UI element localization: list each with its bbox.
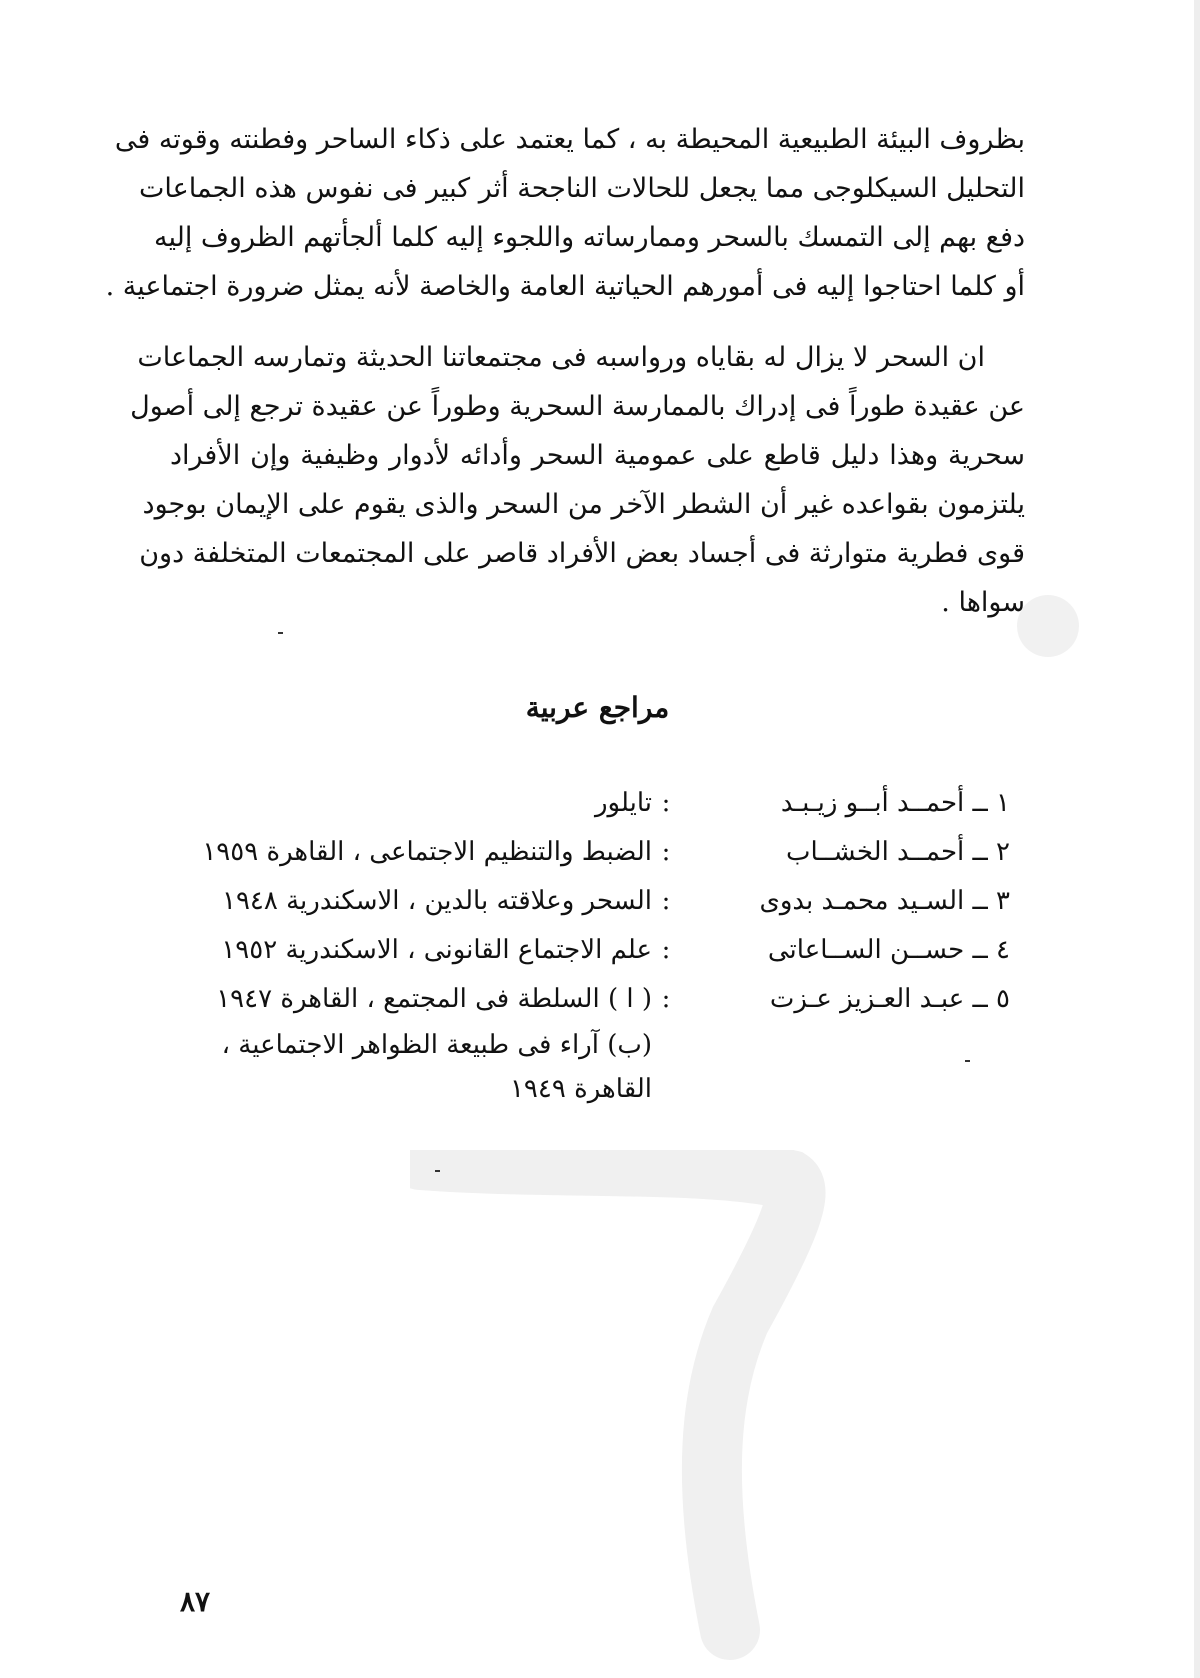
paragraph-1 [105,115,1025,311]
reference-separator: : [661,934,671,965]
reference-author: ٥ ــ عبـد العـزيز عـزت [769,983,1010,1014]
reference-separator: : [661,836,671,867]
scan-blemish [1017,595,1079,657]
reference-author: ٤ ــ حســن الســاعاتى [767,934,1010,965]
reference-continuation: (ب) آراء فى طبيعة الظواهر الاجتماعية ، [221,1030,652,1060]
paragraph-line: ان السحر لا يزال له بقاياه ورواسبه فى مجتمعاتنا الحديثة وتمارسه الجماعات [137,342,985,373]
reference-continuation: القاهرة ١٩٤٩ [509,1074,652,1104]
reference-author: ٢ ــ أحمــد الخشــاب [786,836,1010,867]
reference-author: ١ ــ أحمــد أبــو زيـبـد [780,787,1010,818]
reference-work: الضبط والتنظيم الاجتماعى ، القاهرة ١٩٥٩ [202,836,652,867]
paragraph-line: دفع بهم إلى التمسك بالسحر وممارساته واللجوء إليه كلما ألجأتهم الظروف إليه [153,222,1025,253]
watermark-stroke [410,1150,830,1670]
reference-work: علم الاجتماع القانونى ، الاسكندرية ١٩٥٢ [221,934,652,965]
page-number: ٨٧ [180,1585,211,1618]
reference-item [170,778,1010,827]
paragraph-line: بظروف البيئة الطبيعية المحيطة به ، كما يعتمد على ذكاء الساحر وفطنته وقوته فى [114,124,1025,155]
scan-speck [435,1170,440,1172]
page-edge-shadow [1194,0,1200,1678]
reference-item [170,925,1010,974]
reference-separator: : [661,983,671,1014]
paragraph-line: سواها . [941,587,1025,618]
reference-item [170,876,1010,925]
reference-work: تايلور [595,787,652,818]
page-body [105,115,1025,724]
paragraph-line: سحرية وهذا دليل قاطع على عمومية السحر وأدائه لأدوار وظيفية وإن الأفراد [170,440,1025,471]
paragraph-2 [130,333,1025,627]
reference-work: ( ا ) السلطة فى المجتمع ، القاهرة ١٩٤٧ [216,983,652,1014]
reference-separator: : [661,885,671,916]
reference-author: ٣ ــ السـيد محمـد بدوى [759,885,1010,916]
paragraph-line: التحليل السيكلوجى مما يجعل للحالات الناجحة أثر كبير فى نفوس هذه الجماعات [138,173,1025,204]
reference-separator: : [661,787,671,818]
paragraph-line: أو كلما احتاجوا إليه فى أمورهم الحياتية العامة والخاصة لأنه يمثل ضرورة اجتماعية . [105,271,1025,302]
paragraph-line: عن عقيدة طوراً فى إدراك بالممارسة السحرية وطوراً عن عقيدة ترجع إلى أصول [130,391,1025,422]
paragraph-line: قوى فطرية متوارثة فى أجساد بعض الأفراد قاصر على المجتمعات المتخلفة دون [139,538,1025,569]
references-list [170,778,1010,1111]
paragraph-line: يلتزمون بقواعده غير أن الشطر الآخر من السحر والذى يقوم على الإيمان بوجود [142,489,1025,520]
references-heading: مراجع عربية [525,691,670,724]
reference-work: السحر وعلاقته بالدين ، الاسكندرية ١٩٤٨ [221,885,652,916]
reference-item [170,974,1010,1023]
reference-item [170,827,1010,876]
